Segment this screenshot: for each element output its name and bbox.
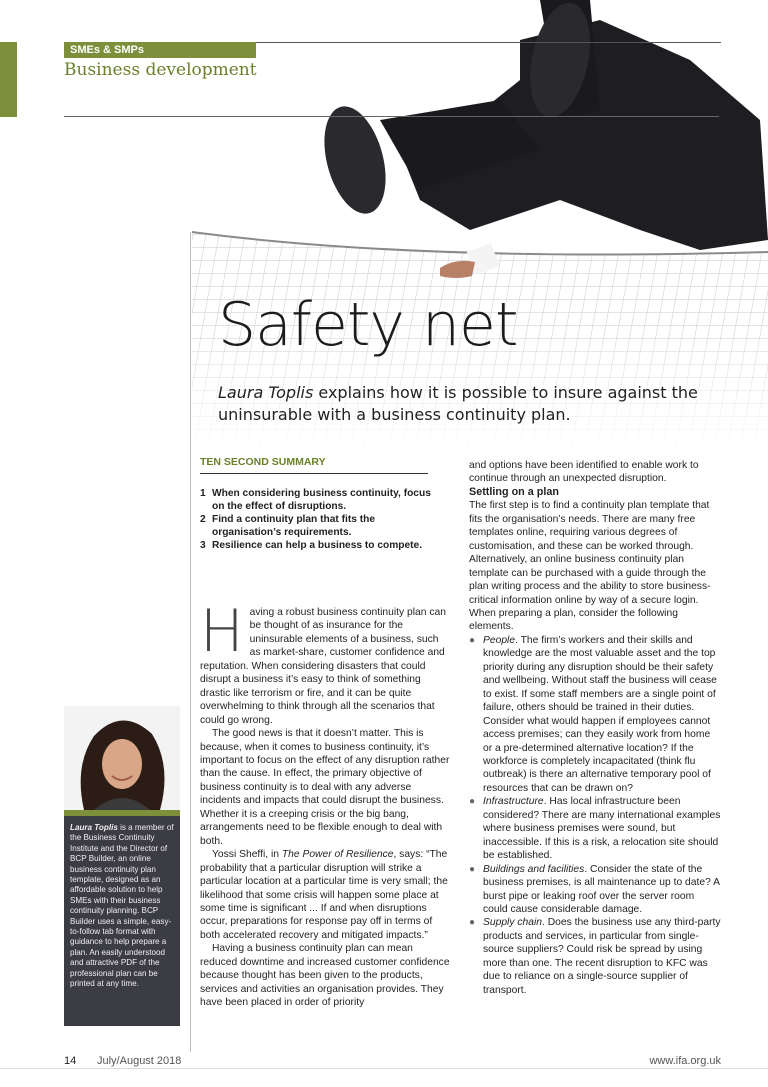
- author-name: Laura Toplis: [70, 823, 118, 832]
- summary-item: [200, 513, 445, 539]
- column-divider: [190, 232, 191, 1052]
- summary-item-text: Resilience can help a business to compete.: [212, 540, 423, 551]
- author-bio: is a member of the Business Continuity Institute and the Director of BCP Builder, an online business continuity plan template, designed as an affordable solution to help SMEs with their business continuity planning. BCP Builder uses a simple, easy-to-follow tab format with guidance to help prepare a plan. An easily understood and attractive PDF of the professional plan can be printed at any time.: [70, 823, 174, 989]
- footer-rule: [0, 1068, 768, 1069]
- summary-item-text: When considering business continuity, focus on the effect of disruptions.: [212, 488, 431, 512]
- subheading: Settling on a plan: [469, 485, 559, 498]
- website-url: www.ifa.org.uk: [649, 1055, 721, 1067]
- bullet-icon: ●: [469, 863, 476, 875]
- bullet-text: . The firm’s workers and their skills and knowledge are the most valuable asset and the top priority during any disruption should be their safety and wellbeing. Without staff the business will cease to exist. If some staff members are a single point of failure, others should be trained in their duties. Consider what would happen if employees cannot access premises; can they easily work from home or a pre-determined alternative location? If the workforce is completely incapacitated (think flu outbreak) is there an alternative temporary pool of resources that can be drawn on?: [483, 634, 717, 794]
- bullet-item: [469, 916, 721, 997]
- paragraph-text: Yossi Sheffi, in: [212, 849, 282, 861]
- bullet-lead: Buildings and facilities: [483, 863, 585, 875]
- summary-item-text: Find a continuity plan that fits the organisation’s requirements.: [212, 514, 375, 538]
- body-paragraph: and options have been identified to enable work to continue through an unexpected disruption.: [469, 460, 699, 485]
- book-title: The Power of Resilience: [281, 849, 394, 861]
- standfirst-text: explains how it is possible to insure against the uninsurable with a business continuity plan.: [218, 383, 698, 424]
- bullet-lead: People: [483, 634, 516, 646]
- bullet-icon: ●: [469, 796, 476, 808]
- paragraph-text: aving a robust business continuity plan can be thought of as insurance for the uninsurable elements of a business, such as market-share, customer confidence and reputation. When considering disasters that could disrupt a business it’s easy to think of something drastic like terrorism or fire, and it can be quite overwhelming to think through all the scenarios that could go wrong.: [200, 607, 446, 726]
- bullet-item: [469, 634, 721, 795]
- bullet-text: . Has local infrastructure been considered? There are many international examples where business premises were sound, but inaccessible. If this is a risk, a relocation site should be established.: [483, 796, 721, 862]
- bullet-lead: Supply chain: [483, 917, 542, 929]
- body-paragraph: The first step is to find a continuity plan template that fits the organisation’s needs. There are many free templates online, requiring various degrees of customisation, and these can be worked through. Alternatively, an online business continuity plan template can be purchased with a guide through the plan writing process and the ability to store business-critical information online by way of a secure login. When preparing a plan, consider the following elements.: [469, 500, 711, 633]
- body-paragraph: Having a business continuity plan can mean reduced downtime and increased customer confidence because thought has been given to the products, services and activities an organisation provides. They have been placed in order of priority: [200, 943, 450, 1009]
- body-column-1: [200, 597, 450, 1010]
- bullet-lead: Infrastructure: [483, 796, 544, 808]
- section-tag: SMEs & SMPs: [64, 42, 256, 58]
- bullet-text: . Does the business use any third-party products and services, in particular from single-source suppliers? Could risk be spread by using more than one. The recent disruption to KFC was due to reliance on a single-source supplier of transport.: [483, 917, 721, 996]
- section-color-bar: [0, 42, 17, 117]
- author-portrait: [64, 706, 180, 810]
- bullet-item: [469, 795, 721, 862]
- header-underline: [64, 116, 719, 117]
- summary-item-number: 3: [200, 540, 206, 551]
- page-number: 14: [64, 1055, 77, 1067]
- headline: Safety net: [218, 290, 518, 360]
- section-title: Business development: [64, 60, 257, 80]
- summary-heading: TEN SECOND SUMMARY: [200, 456, 428, 474]
- author-bio-box: [64, 816, 180, 1026]
- bullet-icon: ●: [469, 634, 476, 646]
- summary-item: [200, 539, 445, 552]
- body-paragraph: The good news is that it doesn’t matter. This is because, when it comes to business continuity, it’s important to focus on the effect of any disruption rather than the cause. In effect, the primary objective of business continuity is to deal with any adverse incidents and impacts that could disrupt the business. Whether it is a creeping crisis or the big bang, arrangements need to be flexible enough to deal with both.: [200, 728, 450, 847]
- issue-date: July/August 2018: [97, 1055, 182, 1067]
- summary-item-number: 2: [200, 514, 206, 525]
- standfirst-author: Laura Toplis: [218, 383, 314, 402]
- bullet-text: . Consider the state of the business premises, is all maintenance up to date? A burst pipe or leaking roof over the server room could cause considerable damage.: [483, 863, 720, 915]
- summary-list: [200, 487, 445, 552]
- body-paragraph: [200, 597, 450, 727]
- standfirst: [218, 382, 738, 426]
- body-paragraph: [200, 848, 450, 942]
- drop-cap: H: [200, 597, 244, 665]
- bullet-item: [469, 863, 721, 917]
- summary-item: [200, 487, 445, 513]
- paragraph-text: , says: “The probability that a particular disruption will strike a particular location at a particular time is very small; the likelihood that some crisis will happen some place at some time is significant ... If and when disruptions occur, preparations for response pay off in terms of both accelerated recovery and mitigated impacts.”: [200, 849, 448, 941]
- summary-item-number: 1: [200, 488, 206, 499]
- bullet-icon: ●: [469, 917, 476, 929]
- body-column-2: [469, 459, 721, 997]
